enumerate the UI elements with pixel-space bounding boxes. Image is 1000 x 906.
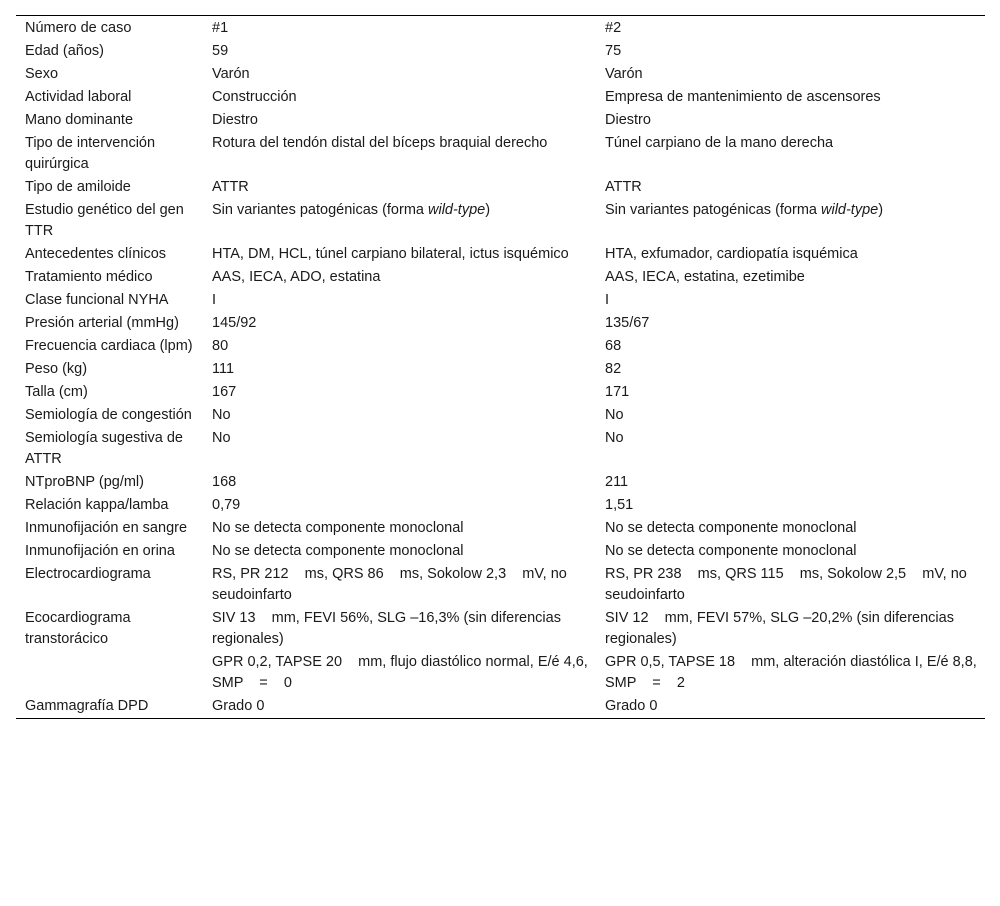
case-1-value: 111 [212,361,235,377]
case-1-value: Grado 0 [212,698,265,714]
case-2-value: Varón [605,66,643,82]
italic-term: wild-type [428,202,486,218]
case-1-value: ATTR [212,179,249,195]
case-1-value: No se detecta componente monoclonal [212,520,464,536]
case-1-value: No [212,430,231,446]
table-row [16,471,985,494]
row-label: Inmunofijación en sangre [25,520,188,536]
case-2-value: Grado 0 [605,698,658,714]
table-row [16,132,985,176]
table-row [16,381,985,404]
case-2-value: No se detecta componente monoclonal [605,543,857,559]
case-1-value: 59 [212,43,229,59]
table-row [16,63,985,86]
row-label: Sexo [25,66,59,82]
table-row [16,607,985,651]
table-row [16,176,985,199]
table-row [16,243,985,266]
row-label: Mano dominante [25,112,134,128]
value-text: Sin variantes patogénicas (forma [212,202,428,218]
case-1-value: GPR 0,2, TAPSE 20 mm, flujo diastólico normal, E/é 4,6, SMP = 0 [212,654,592,691]
table-row [16,695,985,719]
table-row [16,86,985,109]
case-2-value [596,199,985,243]
case-2-value: 1,51 [605,497,634,513]
row-label: NTproBNP (pg/ml) [25,474,144,490]
table-row [16,312,985,335]
row-label: Estudio genético del gen TTR [25,202,184,239]
clinical-cases-table [16,15,985,719]
row-label: Peso (kg) [25,361,88,377]
case-1-value: Construcción [212,89,297,105]
case-1-value: 0,79 [212,497,241,513]
case-1-value: 168 [212,474,237,490]
case-1-value: Rotura del tendón distal del bíceps braquial derecho [212,135,548,151]
case-2-value: 68 [605,338,622,354]
table-header-row [16,16,985,41]
table-row [16,40,985,63]
case-1-value: No se detecta componente monoclonal [212,543,464,559]
row-label: Electrocardiograma [25,566,151,582]
case-2-value: 171 [605,384,630,400]
case-1-value: Varón [212,66,250,82]
case-2-value: Empresa de mantenimiento de ascensores [605,89,881,105]
italic-term: wild-type [821,202,879,218]
table-row [16,199,985,243]
header-label: Número de caso [25,20,132,36]
row-label [16,651,203,695]
row-label: Actividad laboral [25,89,132,105]
case-2-value: AAS, IECA, estatina, ezetimibe [605,269,805,285]
table-row [16,517,985,540]
clinical-cases-table-container [16,15,985,719]
table-row [16,563,985,607]
case-1-value: I [212,292,217,308]
header-case-1: #1 [212,20,229,36]
case-2-value: No [605,430,624,446]
case-2-value: RS, PR 238 ms, QRS 115 ms, Sokolow 2,5 mV, no seudoinfarto [605,566,971,603]
case-2-value: No se detecta componente monoclonal [605,520,857,536]
row-label: Tipo de intervención quirúrgica [25,135,156,172]
row-label: Semiología de congestión [25,407,192,423]
row-label: Antecedentes clínicos [25,246,167,262]
row-label: Presión arterial (mmHg) [25,315,179,331]
case-2-value: ATTR [605,179,642,195]
header-case-2: #2 [605,20,622,36]
case-2-value: SIV 12 mm, FEVI 57%, SLG –20,2% (sin diferencias regionales) [605,610,958,647]
row-label: Ecocardiograma transtorácico [25,610,131,647]
case-1-value: SIV 13 mm, FEVI 56%, SLG –16,3% (sin diferencias regionales) [212,610,565,647]
case-1-value: AAS, IECA, ADO, estatina [212,269,381,285]
row-label: Semiología sugestiva de ATTR [25,430,183,467]
row-label: Clase funcional NYHA [25,292,169,308]
case-2-value: Diestro [605,112,651,128]
case-2-value: HTA, exfumador, cardiopatía isquémica [605,246,858,262]
table-row [16,404,985,427]
case-1-value: 80 [212,338,229,354]
case-1-value: 167 [212,384,237,400]
row-label: Tratamiento médico [25,269,153,285]
case-1-value: HTA, DM, HCL, túnel carpiano bilateral, ictus isquémico [212,246,569,262]
table-row [16,540,985,563]
case-2-value: 211 [605,474,629,490]
case-1-value [203,199,596,243]
case-2-value: 75 [605,43,622,59]
table-row [16,335,985,358]
table-row [16,427,985,471]
table-row [16,494,985,517]
case-2-value: 135/67 [605,315,650,331]
table-row [16,109,985,132]
row-label: Edad (años) [25,43,104,59]
table-row [16,289,985,312]
value-text: ) [878,202,884,218]
value-text: Sin variantes patogénicas (forma [605,202,821,218]
case-2-value: I [605,292,610,308]
table-row [16,266,985,289]
case-2-value: 82 [605,361,622,377]
value-text: ) [485,202,491,218]
row-label: Tipo de amiloide [25,179,131,195]
case-1-value: RS, PR 212 ms, QRS 86 ms, Sokolow 2,3 mV, no seudoinfarto [212,566,571,603]
case-1-value: 145/92 [212,315,257,331]
case-2-value: GPR 0,5, TAPSE 18 mm, alteración diastólica I, E/é 8,8, SMP = 2 [605,654,981,691]
case-2-value: No [605,407,624,423]
case-1-value: Diestro [212,112,258,128]
table-row [16,358,985,381]
table-row [16,651,985,695]
case-2-value: Túnel carpiano de la mano derecha [605,135,834,151]
row-label: Inmunofijación en orina [25,543,175,559]
case-1-value: No [212,407,231,423]
row-label: Frecuencia cardiaca (lpm) [25,338,193,354]
row-label: Talla (cm) [25,384,88,400]
row-label: Relación kappa/lamba [25,497,169,513]
row-label: Gammagrafía DPD [25,698,149,714]
